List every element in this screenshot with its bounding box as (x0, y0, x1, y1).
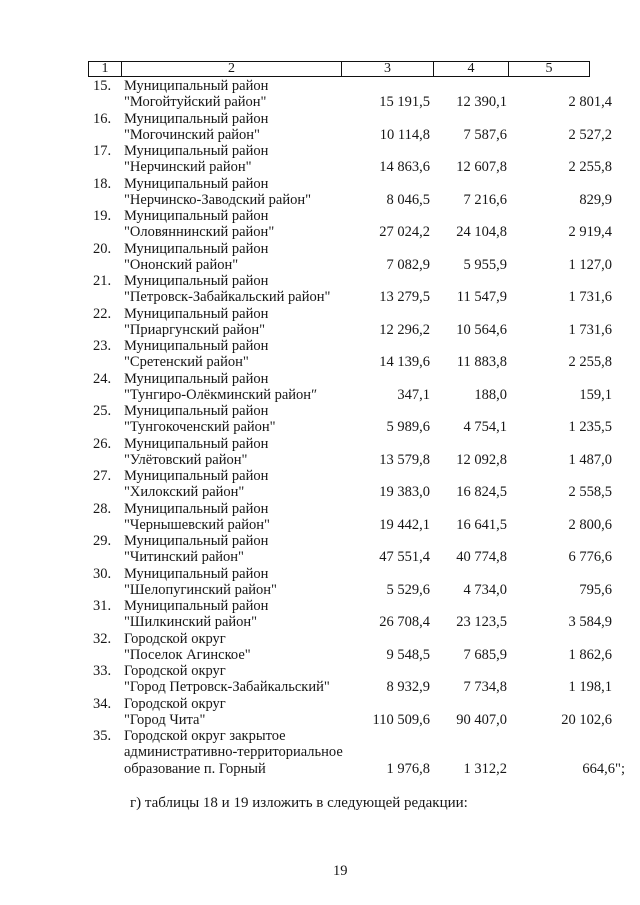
row-name-line: Муниципальный район (124, 78, 269, 94)
row-name-line: "Шилкинский район" (124, 614, 258, 631)
page-number: 19 (333, 863, 348, 879)
value-col5: 20 102,6 (561, 711, 612, 728)
value-col3: 347,1 (397, 386, 430, 403)
table-row (0, 728, 640, 777)
value-col5: 1 731,6 (568, 321, 612, 338)
value-col3: 13 279,5 (379, 289, 430, 306)
value-col5: 2 558,5 (568, 484, 612, 501)
row-name-line: "Город Чита" (124, 711, 206, 728)
value-col4: 4 734,0 (463, 581, 507, 598)
row-name-line: Муниципальный район (124, 175, 269, 192)
value-col4: 11 547,9 (456, 289, 507, 306)
value-col5: 6 776,6 (568, 549, 612, 566)
value-col4: 10 564,6 (456, 321, 507, 338)
value-col3: 8 932,9 (386, 679, 430, 696)
table-row (0, 533, 640, 566)
value-col3: 5 989,6 (386, 419, 430, 436)
table-body (0, 78, 640, 777)
table-row (0, 696, 640, 729)
row-name-line: Городской округ закрытое (124, 728, 286, 744)
table-row (0, 403, 640, 436)
table-header (88, 61, 590, 77)
value-col4: 16 641,5 (456, 516, 507, 533)
row-name-line: Муниципальный район (124, 240, 269, 257)
table-row (0, 208, 640, 241)
value-col5: 1 862,6 (568, 646, 612, 663)
value-col4: 7 734,8 (463, 679, 507, 696)
header-cell-3: 3 (341, 62, 433, 76)
row-name-line: образование п. Горный (124, 760, 266, 777)
row-name-line: "Тунгиро-Олёкминский район″ (124, 386, 318, 403)
value-col3: 15 191,5 (379, 94, 430, 111)
header-cell-1: 1 (101, 61, 109, 76)
table-row (0, 338, 640, 371)
value-col4: 12 607,8 (456, 159, 507, 176)
row-name-line: Городской округ (124, 663, 226, 679)
value-col5: 664,6"; (582, 760, 625, 777)
value-col3: 14 139,6 (379, 354, 430, 371)
value-col4: 40 774,8 (456, 549, 507, 566)
value-col4: 12 390,1 (456, 94, 507, 111)
row-name-line: Муниципальный район (124, 468, 269, 484)
table-row (0, 143, 640, 176)
value-col4: 11 883,8 (456, 354, 507, 371)
value-col4: 24 104,8 (456, 224, 507, 241)
value-col5: 1 127,0 (568, 256, 612, 273)
row-name-line: "Приаргунский район" (124, 321, 266, 338)
row-number: 16. (93, 110, 112, 127)
row-name-line: "Поселок Агинское" (124, 646, 251, 663)
value-col4: 7 685,9 (463, 646, 507, 663)
row-name-line: "Нерчинский район" (124, 159, 252, 176)
row-name-line: "Читинский район" (124, 549, 244, 566)
row-name-line: Муниципальный район (124, 533, 269, 549)
value-col3: 8 046,5 (386, 191, 430, 208)
row-name-line: Муниципальный район (124, 500, 269, 517)
table-row (0, 501, 640, 534)
table-row (0, 371, 640, 404)
row-number: 15. (93, 78, 112, 94)
value-col5: 1 198,1 (568, 679, 612, 696)
row-number: 31. (93, 598, 112, 614)
row-name-line: Муниципальный район (124, 338, 269, 354)
value-col4: 90 407,0 (456, 711, 507, 728)
value-col4: 188,0 (474, 386, 507, 403)
value-col3: 47 551,4 (379, 549, 430, 566)
table-row (0, 241, 640, 274)
row-number: 29. (93, 533, 112, 549)
row-name-line: "Могочинский район" (124, 126, 260, 143)
row-name-line: Муниципальный район (124, 435, 269, 452)
row-name-line: Муниципальный район (124, 370, 269, 387)
header-cell-2: 2 (121, 62, 341, 76)
value-col4: 7 587,6 (463, 126, 507, 143)
row-number: 22. (93, 305, 112, 322)
value-col4: 1 312,2 (463, 760, 507, 777)
value-col3: 27 024,2 (379, 224, 430, 241)
row-number: 25. (93, 403, 112, 419)
value-col4: 7 216,6 (463, 191, 507, 208)
row-number: 30. (93, 565, 112, 582)
row-number: 33. (93, 663, 112, 679)
table-row (0, 566, 640, 599)
row-name-line: "Сретенский район" (124, 354, 249, 371)
row-name-line: "Оловяннинский район" (124, 224, 275, 241)
value-col5: 1 235,5 (568, 419, 612, 436)
instruction-text: г) таблицы 18 и 19 изложить в следующей редакции: (130, 795, 468, 811)
table-row (0, 306, 640, 339)
table-row (0, 78, 640, 111)
row-name-line: "Улётовский район" (124, 451, 248, 468)
value-col3: 26 708,4 (379, 614, 430, 631)
value-col3: 19 383,0 (379, 484, 430, 501)
value-col3: 14 863,6 (379, 159, 430, 176)
value-col4: 5 955,9 (463, 256, 507, 273)
row-name-line: Городской округ (124, 695, 226, 712)
table-row (0, 631, 640, 664)
value-col5: 159,1 (579, 386, 612, 403)
value-col4: 12 092,8 (456, 451, 507, 468)
value-col3: 1 976,8 (386, 760, 430, 777)
value-col4: 4 754,1 (463, 419, 507, 436)
row-name-line: "Могойтуйский район" (124, 94, 267, 111)
row-number: 19. (93, 208, 112, 224)
table-row (0, 176, 640, 209)
row-number: 17. (93, 143, 112, 159)
value-col5: 2 919,4 (568, 224, 612, 241)
table-row (0, 111, 640, 144)
row-name-line: Муниципальный район (124, 565, 269, 582)
value-col3: 110 509,6 (372, 711, 430, 728)
row-name-line: "Чернышевский район" (124, 516, 270, 533)
row-name-line: "Тунгокоченский район" (124, 419, 276, 436)
value-col3: 19 442,1 (379, 516, 430, 533)
value-col5: 1 731,6 (568, 289, 612, 306)
row-number: 27. (93, 468, 112, 484)
value-col3: 10 114,8 (379, 126, 430, 143)
table-row (0, 663, 640, 696)
row-name-line: Муниципальный район (124, 403, 269, 419)
row-name-line: Муниципальный район (124, 208, 269, 224)
row-number: 24. (93, 370, 112, 387)
value-col5: 3 584,9 (568, 614, 612, 631)
row-number: 32. (93, 630, 112, 647)
row-name-line: Городской округ (124, 630, 226, 647)
value-col5: 1 487,0 (568, 451, 612, 468)
row-name-line: Муниципальный район (124, 143, 269, 159)
row-number: 21. (93, 273, 112, 289)
row-name-line: Муниципальный район (124, 273, 269, 289)
row-name-line: административно-территориальное (124, 744, 343, 761)
value-col3: 12 296,2 (379, 321, 430, 338)
row-name-line: Муниципальный район (124, 598, 269, 614)
value-col5: 795,6 (579, 581, 612, 598)
value-col3: 5 529,6 (386, 581, 430, 598)
row-number: 35. (93, 728, 112, 744)
header-cell-5: 5 (508, 62, 589, 76)
value-col5: 2 801,4 (568, 94, 612, 111)
table-row (0, 436, 640, 469)
value-col3: 9 548,5 (386, 646, 430, 663)
row-name-line: Муниципальный район (124, 110, 269, 127)
table-row (0, 273, 640, 306)
row-number: 26. (93, 435, 112, 452)
row-name-line: "Город Петровск-Забайкальский" (124, 679, 330, 696)
value-col5: 829,9 (579, 191, 612, 208)
row-name-line: Муниципальный район (124, 305, 269, 322)
row-name-line: "Нерчинско-Заводский район" (124, 191, 312, 208)
row-name-line: "Ононский район" (124, 256, 239, 273)
row-number: 23. (93, 338, 112, 354)
table-row (0, 468, 640, 501)
value-col4: 16 824,5 (456, 484, 507, 501)
value-col3: 13 579,8 (379, 451, 430, 468)
header-cell-4: 4 (433, 62, 508, 76)
row-number: 20. (93, 240, 112, 257)
value-col5: 2 255,8 (568, 354, 612, 371)
row-name-line: "Хилокский район" (124, 484, 245, 501)
value-col5: 2 800,6 (568, 516, 612, 533)
value-col4: 23 123,5 (456, 614, 507, 631)
row-number: 18. (93, 175, 112, 192)
value-col3: 7 082,9 (386, 256, 430, 273)
row-name-line: "Шелопугинский район" (124, 581, 277, 598)
row-name-line: "Петровск-Забайкальский район" (124, 289, 331, 306)
value-col5: 2 527,2 (568, 126, 612, 143)
row-number: 28. (93, 500, 112, 517)
table-row (0, 598, 640, 631)
row-number: 34. (93, 695, 112, 712)
value-col5: 2 255,8 (568, 159, 612, 176)
